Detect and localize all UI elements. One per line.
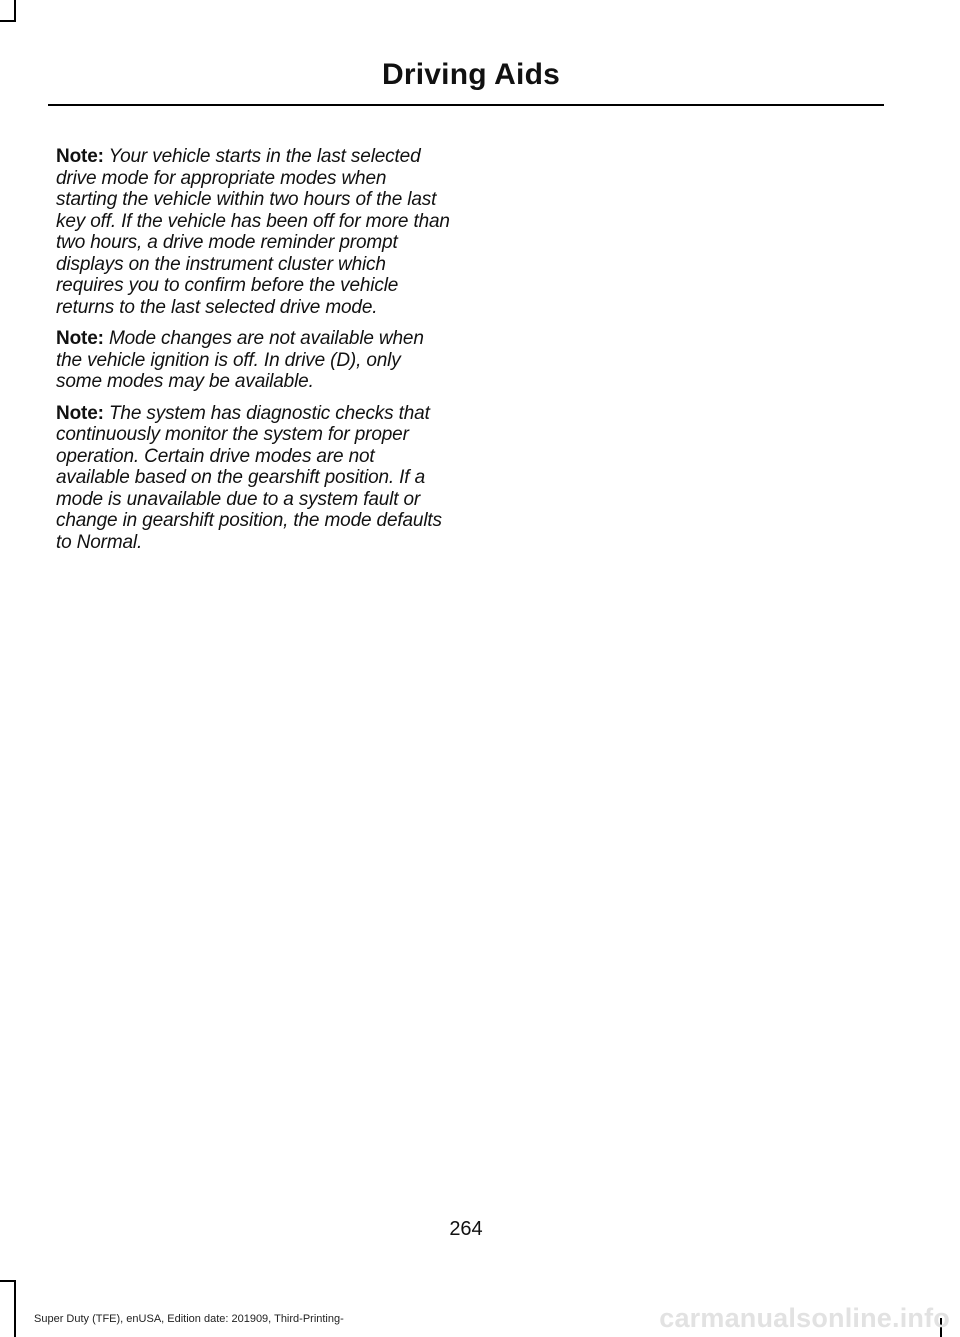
page-title-text: Driving Aids [382, 58, 560, 91]
crop-mark-bottom-left-vertical [14, 1280, 16, 1337]
note-drive-mode-memory [56, 146, 450, 318]
crop-mark-top-left-horizontal [0, 20, 16, 22]
title-rule [48, 104, 884, 106]
page-number: 264 [449, 1218, 483, 1240]
page-title [0, 58, 960, 92]
footer-edition-info: Super Duty (TFE), enUSA, Edition date: 201909, Third-Printing- [34, 1313, 344, 1325]
note-mode-changes [56, 328, 450, 393]
watermark: carmanualsonline.info [659, 1303, 950, 1333]
note-label: Note: [56, 328, 104, 349]
note-text: Mode changes are not available when the vehicle ignition is off. In drive (D), only some modes may be available. [56, 328, 424, 392]
note-diagnostic-checks [56, 403, 450, 554]
note-text: Your vehicle starts in the last selected drive mode for appropriate modes when starting the vehicle within two hours of the last key off. If the vehicle has been off for more than two hours, a drive mode reminder prompt displays on the instrument cluster which requires you to confirm before the vehicle returns to the last selected drive mode. [56, 146, 450, 318]
note-text: The system has diagnostic checks that continuously monitor the system for proper operation. Certain drive modes are not available based on the gearshift position. If a mode is unavailable due to a system fault or change in gearshift position, the mode defaults to Normal. [56, 402, 442, 553]
note-label: Note: [56, 146, 104, 167]
crop-mark-top-left-vertical [14, 0, 16, 20]
notes-column [56, 146, 450, 563]
note-label: Note: [56, 402, 104, 424]
